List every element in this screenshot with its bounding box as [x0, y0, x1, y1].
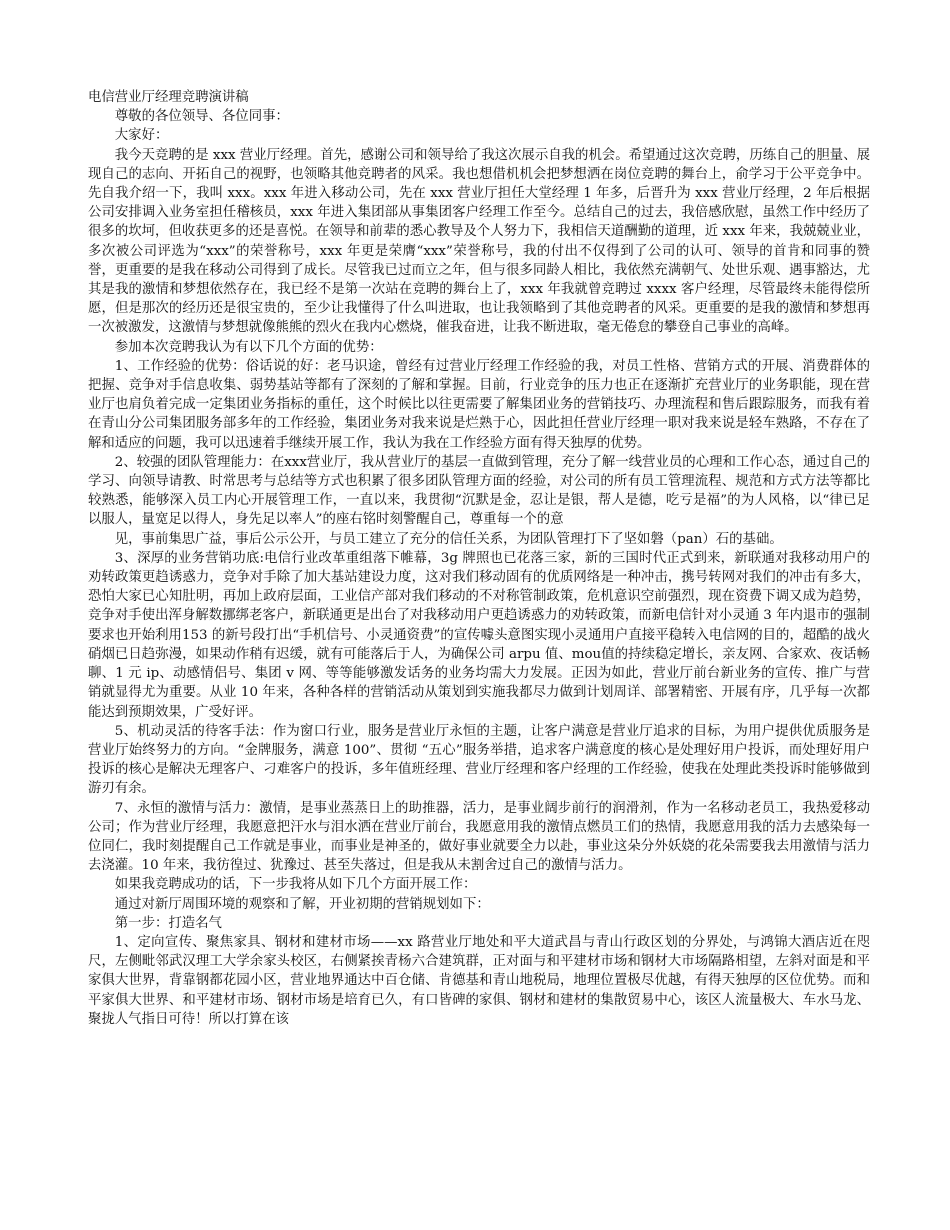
paragraph-advantage-1: 1、工作经验的优势：俗话说的好：老马识途，曾经有过营业厅经理工作经验的我，对员工性格、营销方式的开展、消费群体的把握、竞争对手信息收集、弱势基站等都有了深刻的了解和掌握。目前，行业竞争的压力也正在逐渐扩充营业厅的业务职能，现在营业厅也肩负着完成一定集团业务指标的重任，这个时候比以往更需要了解集团业务的营销技巧、办理流程和售后跟踪服务，而我有着在青山分公司集团服务部多年的工作经验，集团业务对我来说是烂熟于心，因此担任营业厅经理一职对我来说是轻车熟路，不存在了解和适应的问题，我可以迅速着手继续开展工作，我认为我在工作经验方面有得天独厚的优势。 — [88, 358, 870, 451]
paragraph-next-steps: 如果我竞聘成功的话，下一步我将从如下几个方面开展工作： — [114, 877, 477, 893]
paragraph-advantage-5: 5、机动灵活的待客手法：作为窗口行业，服务是营业厅永恒的主题，让客户满意是营业厅追求的目标，为用户提供优质服务是营业厅始终努力的方向。“金牌服务，满意 100”、贯彻 “五心”服务举措，追求客户满意度的核心是处理好用户投诉，而处理好用户投诉的核心是解决无理客户、刁难客户的投诉，多年值班经理、营业厅经理和客户经理的工作经验，使我在处理此类投诉时能够做到游刃有余。 — [88, 723, 870, 797]
paragraph-advantage-7: 7、永恒的激情与活力：激情，是事业蒸蒸日上的助推器，活力，是事业阔步前行的润滑剂，作为一名移动老员工，我热爱移动公司；作为营业厅经理，我愿意把汗水与泪水洒在营业厅前台，我愿意用我的激情点燃员工们的热情，我愿意用我的活力去感染每一位同仁，我时刻提醒自己工作就是事业，而事业是神圣的，做好事业就要全力以赴，事业这朵分外妖娆的花朵需要我去用激情与活力去浇灌。10 年来，我彷徨过、犹豫过、甚至失落过，但是我从未割舍过自己的激情与活力。 — [88, 800, 870, 874]
paragraph-advantage-3: 3、深厚的业务营销功底:电信行业改革重组落下帷幕，3g 牌照也已花落三家，新的三国时代正式到来，新联通对我移动用户的劝转政策更趋诱惑力，竞争对手除了加大基站建设力度，这对我们移动固有的优质网络是一种冲击，携号转网对我们的冲击有多大，恐怕大家已心知肚明，再加上政府层面，工业信产部对我们移动的不对称管制政策，危机意识空前强烈，现在资费下调又成为趋势，竞争对手使出浑身解数挪绑老客户，新联通更是出台了对我移动用户更趋诱惑力的劝转政策，而新电信针对小灵通 3 年内退市的强制要求也开始利用153 的新号段打出“手机信号、小灵通资费”的宣传噱头意图实现小灵通用户直接平稳转入电信网的目的，超酷的战火硝烟已日趋弥漫，如果动作稍有迟缓，就有可能落后于人，为确保公司 arpu 值、mou值的持续稳定增长，亲友网、合家欢、夜话畅聊、1 元 ip、动感情侣号、集团 v 网、等等能够激发话务的业务均需大力发展。正因为如此，营业厅前台新业务的宣传、推广与营销就显得尤为重要。从业 10 年来，各种各样的营销活动从策划到实施我都尽力做到计划周详、部署精密、开展有序，几乎每一次都能达到预期效果，广受好评。 — [88, 550, 870, 720]
salutation: 尊敬的各位领导、各位同事： — [114, 109, 289, 125]
greeting: 大家好： — [114, 128, 169, 144]
paragraph-introduction: 我今天竞聘的是 xxx 营业厅经理。首先，感谢公司和领导给了我这次展示自我的机会。希望通过这次竞聘，历练自己的胆量、展现自己的志向、开拓自己的视野，也领略其他竞聘者的风采。我也想借机机会把梦想洒在岗位竞聘的舞台上，俞学习于公平竞争中。 先自我介绍一下，我叫 xxx。xxx 年进入移动公司，先在 xxx 营业厅担任大堂经理 1 年多，后晋升为 xxx 营业厅经理，2 年后根据公司安排调入业务室担任稽核员，xxx 年进入集团部从事集团客户经理工作至今。总结自己的过去，我倍感欣慰，虽然工作中经历了很多的坎坷，但收获更多的还是喜悦。在领导和前辈的悉心教导及个人努力下，我相信天道酬勤的道理，近 xxx 年来，我兢兢业业，多次被公司评选为“xxx”的荣誉称号，xxx 年更是荣膺“xxx”荣誉称号，我的付出不仅得到了公司的认可、领导的首肯和同事的赞誉，更重要的是我在移动公司得到了成长。尽管我已过而立之年，但与很多同龄人相比，我依然充满朝气、处世乐观、遇事豁达，尤其是我的激情和梦想依然存在，我已经不是第一次站在竞聘的舞台上了，xxx 年我就曾竞聘过 xxxx 客户经理，尽管最终未能得偿所愿，但是那次的经历还是很宝贵的，至少让我懂得了什么叫进取，也让我领略到了其他竞聘者的风采。更重要的是我的激情和梦想再一次被激发，这激情与梦想就像熊熊的烈火在我内心燃烧，催我奋进，让我不断进取，毫无倦怠的攀登自己事业的高峰。 — [88, 147, 870, 336]
paragraph-advantage-2-continued: 见，事前集思广益，事后公示公开，与员工建立了充分的信任关系，为团队管理打下了坚如磐（pan）石的基础。 — [114, 531, 783, 547]
paragraph-advantages-intro: 参加本次竞聘我认为有以下几个方面的优势： — [114, 339, 383, 355]
paragraph-step-one: 第一步：打造名气 — [114, 915, 222, 931]
paragraph-advantage-2: 2、较强的团队管理能力：在xxx营业厅，我从营业厅的基层一直做到管理，充分了解一线营业员的心理和工作心态，通过自己的学习、向领导请教、时常思考与总结等方式也积累了很多团队管理方面的经验，对公司的所有员工管理流程、规范和方式方法等都比较熟悉，能够深入员工内心开展管理工作，一直以来，我贯彻“沉默是金，忍让是银，帮人是德，吃亏是福”的为人风格，以“律已足以服人，量宽足以得人，身先足以率人”的座右铭时刻警醒自己，尊重每一个的意 — [88, 454, 870, 528]
paragraph-marketing-plan: 通过对新厅周围环境的观察和了解，开业初期的营销规划如下： — [114, 896, 490, 912]
paragraph-step-one-item-1: 1、定向宣传、聚焦家具、钢材和建材市场——xx 路营业厅地处和平大道武昌与青山行政区划的分界处，与鸿锦大酒店近在咫尺，左侧毗邻武汉理工大学余家头校区，右侧紧挨青杨六合建筑群，正对面与和平建材市场和钢材大市场隔路相望，左斜对面是和平家俱大世界，背靠钢都花园小区，营业地界通达中百仓储、肯德基和青山地税局，地理位置极尽优越，有得天独厚的区位优势。而和平家俱大世界、和平建材市场、钢材市场是培育已久，有口皆碑的家俱、钢材和建材的集散贸易中心，该区人流量极大、车水马龙、聚拢人气指日可待！所以打算在该 — [88, 934, 870, 1027]
document-title: 电信营业厅经理竞聘演讲稿 — [88, 90, 249, 105]
